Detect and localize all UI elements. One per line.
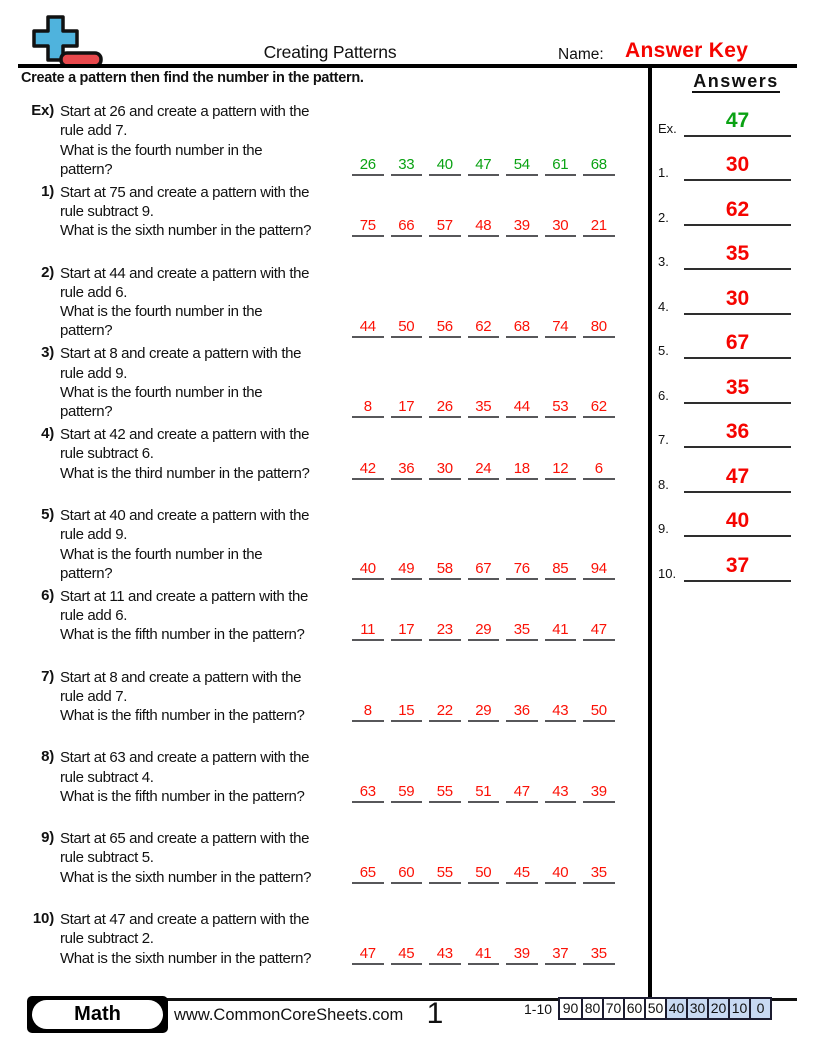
problem-text-line: What is the sixth number in the pattern? — [60, 949, 312, 967]
problem-text-line: rule add 7. — [60, 122, 128, 140]
score-range-label: 1-10 — [524, 1001, 553, 1017]
pattern-numbers-row — [352, 944, 618, 965]
answer-row — [656, 196, 796, 226]
answer-row — [656, 329, 796, 359]
pattern-number-blank: 45 — [391, 947, 423, 965]
problem-text — [60, 668, 380, 726]
answer-row — [656, 107, 796, 137]
problem-text-line: Start at 47 and create a pattern with the — [60, 911, 310, 928]
answer-row — [656, 374, 796, 404]
pattern-numbers-row — [352, 785, 618, 803]
problem-number-label: 10) — [32, 910, 54, 927]
pattern-number-blank: 49 — [391, 562, 423, 580]
pattern-number-blank: 8 — [352, 704, 384, 722]
answer-number-label: 7. — [658, 432, 669, 448]
pattern-number-blank: 40 — [352, 562, 384, 580]
pattern-numbers-row — [352, 219, 618, 237]
answer-value: 30 — [725, 153, 750, 177]
problem-text-line: Start at 26 and create a pattern with the — [60, 103, 310, 120]
pattern-numbers-row — [352, 317, 618, 338]
pattern-number-blank: 51 — [468, 785, 500, 803]
answer-row — [656, 507, 796, 537]
problem-text — [60, 264, 380, 341]
pattern-number-blank: 50 — [391, 320, 423, 338]
score-cell: 90 — [562, 1000, 579, 1016]
name-label: Name: — [558, 46, 604, 63]
pattern-number-blank: 56 — [429, 320, 461, 338]
problem-text-line: Start at 11 and create a pattern with the — [60, 587, 309, 605]
pattern-number-blank: 43 — [545, 785, 577, 803]
pattern-number-blank: 58 — [429, 562, 461, 580]
problem-text-line: Start at 65 and create a pattern with the — [60, 830, 310, 848]
pattern-number-blank: 24 — [468, 462, 500, 480]
answer-number-label: 2. — [658, 209, 669, 225]
pattern-number-blank: 55 — [429, 785, 461, 803]
pattern-number-blank: 47 — [506, 785, 538, 803]
pattern-number-blank: 29 — [468, 623, 500, 641]
problem-text-line: What is the fifth number in the pattern? — [60, 787, 305, 805]
problem-text-line: pattern? — [60, 564, 113, 582]
problem-number-label: 8) — [41, 748, 54, 766]
problem-text-line: What is the sixth number in the pattern? — [60, 868, 312, 886]
pattern-number-blank: 39 — [506, 947, 538, 965]
answer-row — [656, 418, 796, 448]
answer-number-label: Ex. — [658, 121, 677, 136]
answer-blank-line — [684, 151, 791, 181]
pattern-number-blank: 66 — [391, 219, 423, 237]
pattern-number-blank: 61 — [545, 158, 577, 176]
problem-text — [60, 425, 380, 483]
page-number: 1 — [426, 997, 444, 1030]
answer-blank-line — [684, 374, 791, 404]
score-cell: 10 — [728, 999, 749, 1018]
pattern-number-blank: 35 — [468, 400, 500, 418]
pattern-number-blank: 21 — [583, 219, 615, 237]
pattern-number-blank: 35 — [506, 623, 538, 641]
problem-text — [60, 910, 380, 968]
pattern-number-blank: 76 — [506, 562, 538, 580]
answer-value: 36 — [725, 420, 750, 444]
answer-value: 62 — [725, 197, 750, 221]
problem-text-line: rule subtract 2. — [60, 930, 154, 948]
answer-row — [656, 285, 796, 315]
problem-number-label: 1) — [41, 182, 54, 200]
problem-text-line: pattern? — [60, 322, 113, 340]
page-title: Creating Patterns — [263, 42, 397, 62]
pattern-numbers-row — [352, 155, 618, 176]
subject-badge — [27, 996, 168, 1033]
answer-number-label: 5. — [658, 343, 669, 359]
pattern-number-blank: 39 — [506, 219, 538, 237]
problem-text-line: Start at 8 and create a pattern with the — [60, 668, 302, 686]
problem-text-line: pattern? — [60, 160, 113, 178]
pattern-number-blank: 18 — [506, 462, 538, 480]
pattern-number-blank: 26 — [352, 158, 384, 176]
answer-number-label: 1. — [658, 165, 669, 181]
problem-text-line: rule add 9. — [60, 526, 128, 544]
answer-blank-line — [684, 196, 791, 226]
score-cell: 0 — [749, 999, 770, 1018]
problem-text-line: Start at 75 and create a pattern with the — [60, 183, 310, 201]
problem-text-line: rule add 6. — [60, 283, 128, 301]
pattern-number-blank: 6 — [583, 462, 615, 480]
score-cell: 30 — [686, 999, 707, 1018]
answer-blank-line — [684, 285, 791, 315]
score-cell: 60 — [623, 999, 644, 1018]
pattern-number-blank: 50 — [583, 704, 615, 722]
pattern-numbers-row — [352, 459, 618, 480]
pattern-number-blank: 29 — [468, 704, 500, 722]
pattern-number-blank: 85 — [545, 562, 577, 580]
answer-row — [656, 552, 796, 582]
problem-text-line: What is the fourth number in the — [60, 383, 263, 401]
pattern-number-blank: 41 — [545, 623, 577, 641]
answer-value: 67 — [725, 331, 750, 355]
problem-text-line: rule add 7. — [60, 687, 128, 705]
pattern-numbers-row — [352, 704, 618, 722]
pattern-number-blank: 53 — [545, 400, 577, 418]
answer-value: 40 — [725, 509, 750, 533]
problem-text-line: What is the sixth number in the pattern? — [60, 222, 312, 240]
problem-text-line: Start at 42 and create a pattern with the — [60, 426, 310, 444]
website-url: www.CommonCoreSheets.com — [174, 1006, 404, 1024]
problem-number-label: 6) — [41, 586, 54, 604]
score-cell: 40 — [665, 999, 686, 1018]
pattern-number-blank: 35 — [583, 947, 615, 965]
problem-text-line: Start at 8 and create a pattern with the — [60, 345, 302, 363]
problem-text-line: rule add 6. — [60, 607, 128, 625]
pattern-number-blank: 30 — [429, 462, 461, 480]
answer-number-label: 9. — [658, 521, 669, 537]
problem-text-line: pattern? — [60, 403, 113, 421]
pattern-number-blank: 57 — [429, 219, 461, 237]
problem-number-label: 3) — [41, 344, 54, 362]
problem-text-line: What is the fourth number in the — [60, 303, 263, 321]
pattern-number-blank: 59 — [391, 785, 423, 803]
answer-row — [656, 240, 796, 270]
answer-blank-line — [684, 329, 791, 359]
pattern-numbers-row — [352, 863, 618, 884]
answer-row — [656, 463, 796, 493]
problem-text-line: Start at 44 and create a pattern with the — [60, 264, 310, 282]
answer-number-label: 10. — [658, 565, 677, 581]
answer-blank-line — [684, 552, 791, 582]
pattern-number-blank: 30 — [545, 219, 577, 237]
pattern-number-blank: 47 — [468, 158, 500, 176]
problem-number-label: 5) — [41, 506, 54, 523]
pattern-number-blank: 68 — [583, 158, 615, 176]
score-cell: 20 — [707, 999, 728, 1018]
pattern-number-blank: 41 — [468, 947, 500, 965]
pattern-number-blank: 94 — [583, 562, 615, 580]
commoncoresheets-math-logo-icon — [24, 14, 106, 68]
pattern-number-blank: 11 — [352, 623, 384, 641]
answer-row — [656, 151, 796, 181]
answer-value: 35 — [725, 242, 750, 266]
problem-text-line: Start at 40 and create a pattern with the — [60, 507, 310, 524]
pattern-number-blank: 75 — [352, 219, 384, 237]
pattern-number-blank: 54 — [506, 158, 538, 176]
answer-blank-line — [684, 418, 791, 448]
pattern-number-blank: 44 — [506, 400, 538, 418]
pattern-number-blank: 39 — [583, 785, 615, 803]
problem-number-label: 9) — [41, 829, 54, 847]
pattern-number-blank: 45 — [506, 866, 538, 884]
subject-badge-label: Math — [32, 1000, 163, 1029]
score-grid — [558, 997, 772, 1020]
problem-text-line: rule subtract 5. — [60, 849, 154, 867]
answer-value: 47 — [725, 109, 750, 132]
answer-blank-line — [684, 463, 791, 493]
problem-number-label: 7) — [41, 667, 54, 685]
answer-number-label: 6. — [658, 387, 669, 403]
pattern-number-blank: 55 — [429, 866, 461, 884]
pattern-number-blank: 12 — [545, 462, 577, 480]
score-cell: 80 — [581, 999, 602, 1018]
problem-text — [60, 748, 380, 806]
pattern-number-blank: 36 — [506, 704, 538, 722]
pattern-number-blank: 40 — [545, 866, 577, 884]
pattern-number-blank: 35 — [583, 866, 615, 884]
problem-text-line: rule subtract 9. — [60, 203, 154, 221]
pattern-number-blank: 42 — [352, 462, 384, 480]
pattern-number-blank: 22 — [429, 704, 461, 722]
pattern-number-blank: 43 — [545, 704, 577, 722]
problem-text-line: What is the fifth number in the pattern? — [60, 707, 305, 725]
problem-text-line: rule add 9. — [60, 364, 128, 382]
pattern-numbers-row — [352, 623, 618, 641]
problem-text-line: What is the fourth number in the — [60, 141, 263, 159]
answer-number-label: 8. — [658, 476, 669, 492]
answer-value: 30 — [725, 286, 750, 310]
pattern-number-blank: 50 — [468, 866, 500, 884]
pattern-number-blank: 47 — [583, 623, 615, 641]
pattern-number-blank: 80 — [583, 320, 615, 338]
pattern-number-blank: 33 — [391, 158, 423, 176]
pattern-number-blank: 8 — [352, 400, 384, 418]
problem-text-line: Start at 63 and create a pattern with the — [60, 749, 310, 767]
pattern-number-blank: 40 — [429, 158, 461, 176]
answer-number-label: 4. — [658, 298, 669, 314]
pattern-number-blank: 37 — [545, 947, 577, 965]
answer-value: 47 — [725, 464, 750, 488]
pattern-number-blank: 26 — [429, 400, 461, 418]
problem-text — [60, 344, 380, 421]
answers-heading: Answers — [693, 71, 779, 91]
pattern-number-blank: 15 — [391, 704, 423, 722]
problem-text — [60, 829, 380, 887]
pattern-number-blank: 63 — [352, 785, 384, 803]
answer-blank-line — [684, 507, 791, 537]
problem-number-label: 2) — [41, 263, 54, 281]
problem-text — [60, 102, 380, 179]
pattern-number-blank: 47 — [352, 947, 384, 965]
pattern-number-blank: 36 — [391, 462, 423, 480]
problem-text-line: rule subtract 6. — [60, 445, 154, 463]
pattern-number-blank: 48 — [468, 219, 500, 237]
pattern-number-blank: 43 — [429, 947, 461, 965]
problem-text — [60, 506, 380, 583]
score-cell: 50 — [644, 999, 665, 1018]
pattern-number-blank: 60 — [391, 866, 423, 884]
problem-text-line: What is the fifth number in the pattern? — [60, 626, 305, 644]
problem-text — [60, 183, 380, 241]
problem-number-label: Ex) — [31, 102, 54, 119]
answer-key-label: Answer Key — [625, 39, 749, 62]
pattern-numbers-row — [352, 400, 618, 418]
header-divider — [18, 64, 797, 68]
pattern-number-blank: 17 — [391, 623, 423, 641]
worksheet-instruction: Create a pattern then find the number in the pattern. — [21, 70, 364, 86]
problem-text — [60, 587, 380, 645]
answer-blank-line — [684, 240, 791, 270]
pattern-number-blank: 74 — [545, 320, 577, 338]
answers-column-separator — [648, 66, 652, 999]
pattern-number-blank: 44 — [352, 320, 384, 338]
problem-number-label: 4) — [41, 425, 54, 443]
answer-value: 37 — [725, 553, 750, 577]
answer-value: 35 — [725, 375, 750, 399]
pattern-number-blank: 17 — [391, 400, 423, 418]
answer-number-label: 3. — [658, 254, 669, 270]
answer-blank-line — [684, 107, 791, 137]
problem-text-line: What is the fourth number in the — [60, 545, 263, 563]
problem-text-line: rule subtract 4. — [60, 768, 154, 786]
pattern-number-blank: 23 — [429, 623, 461, 641]
pattern-number-blank: 67 — [468, 562, 500, 580]
pattern-number-blank: 65 — [352, 866, 384, 884]
pattern-number-blank: 62 — [583, 400, 615, 418]
pattern-numbers-row — [352, 559, 618, 580]
problem-text-line: What is the third number in the pattern? — [60, 464, 310, 482]
score-cell: 70 — [602, 999, 623, 1018]
pattern-number-blank: 68 — [506, 320, 538, 338]
pattern-number-blank: 62 — [468, 320, 500, 338]
